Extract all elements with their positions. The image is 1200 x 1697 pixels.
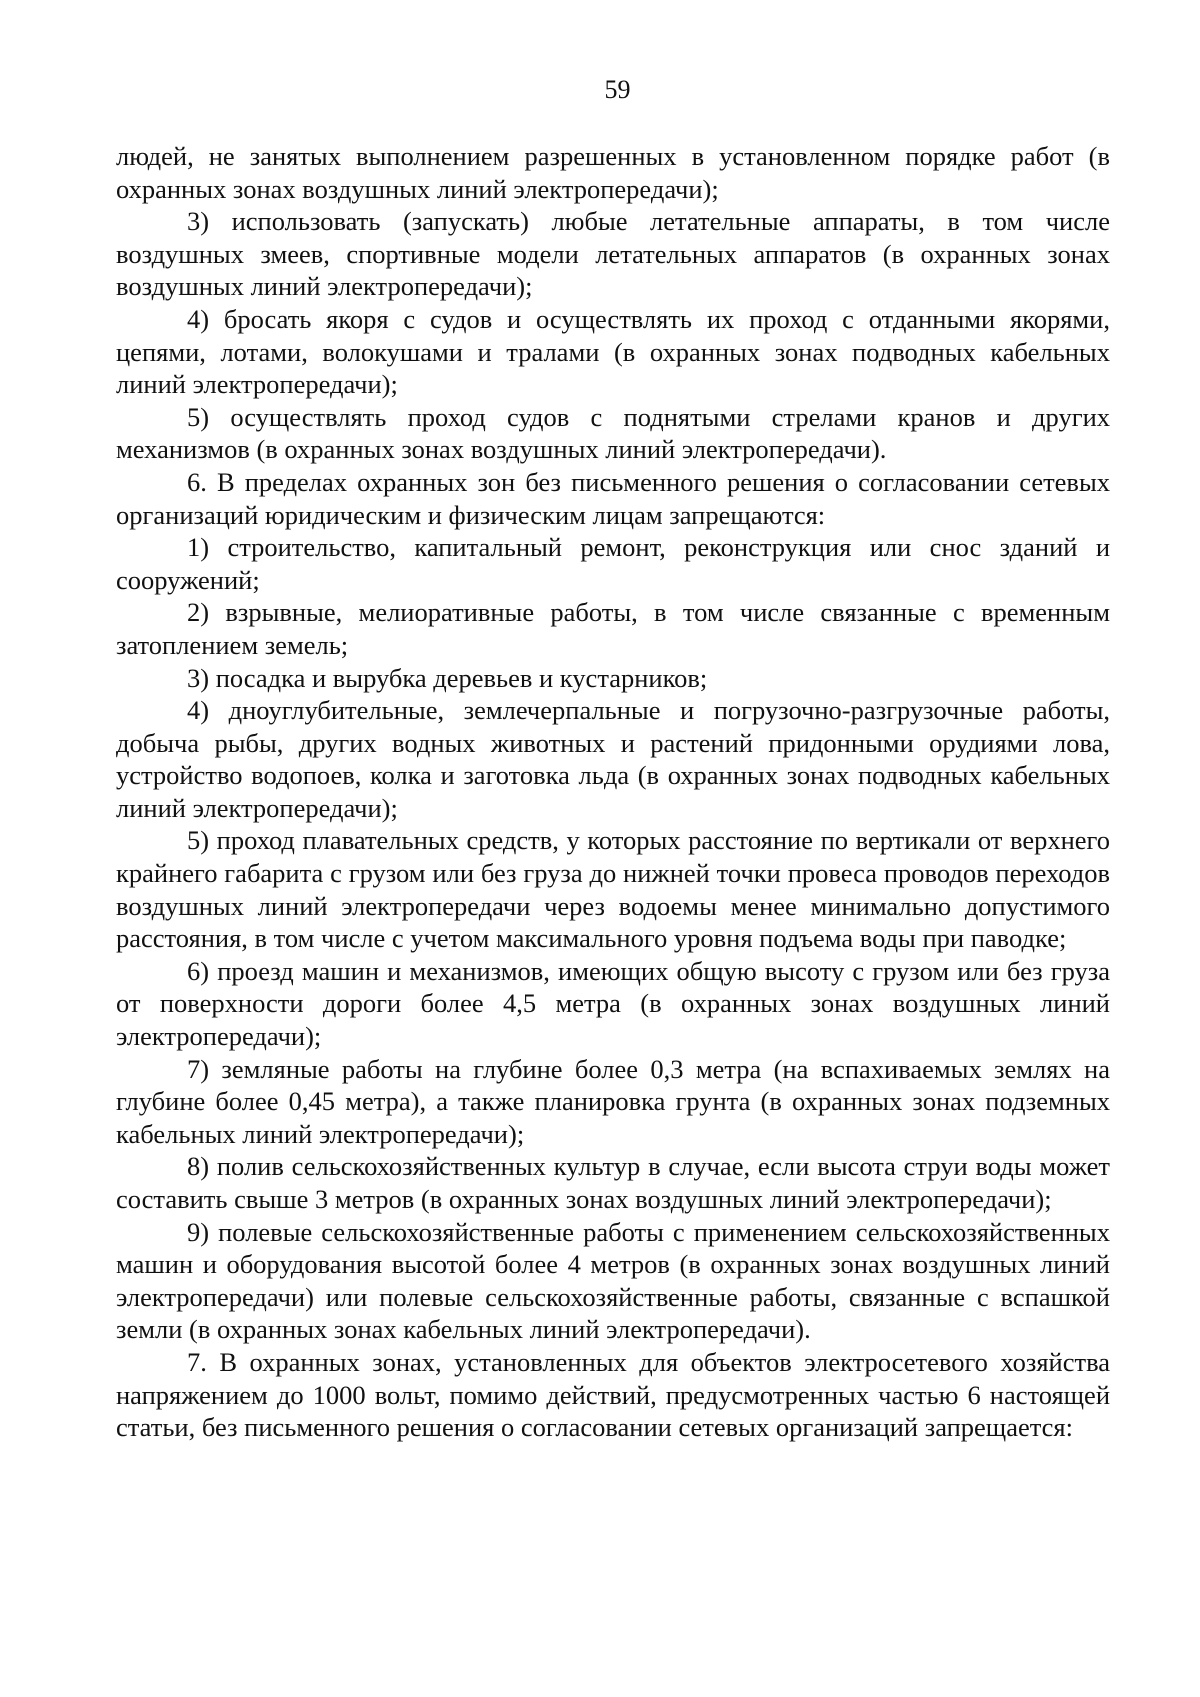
paragraph: 6. В пределах охранных зон без письменного решения о согласовании сетевых организаций юридическим и физическим лицам запрещаются: <box>116 466 1110 530</box>
paragraph: людей, не занятых выполнением разрешенных в установленном порядке работ (в охранных зонах воздушных линий электропередачи); <box>116 141 1110 204</box>
paragraph: 7) земляные работы на глубине более 0,3 метра (на вспахиваемых землях на глубине более 0,45 метра), а также планировка грунта (в охранных зонах подземных кабельных линий электропередачи); <box>116 1053 1110 1149</box>
paragraph: 4) бросать якоря с судов и осуществлять их проход с отданными якорями, цепями, лотами, волокушами и тралами (в охранных зонах подводных кабельных линий электропередачи); <box>116 303 1110 400</box>
paragraph: 1) строительство, капитальный ремонт, реконструкция или снос зданий и сооружений; <box>116 532 1110 595</box>
page-number: 59 <box>604 75 631 104</box>
paragraph: 8) полив сельскохозяйственных культур в случае, если высота струи воды может составить свыше 3 метров (в охранных зонах воздушных линий электропередачи); <box>116 1151 1110 1214</box>
document-body <box>116 140 1110 1444</box>
paragraph: 7. В охранных зонах, установленных для объектов электросетевого хозяйства напряжением до 1000 вольт, помимо действий, предусмотренных частью 6 настоящей статьи, без письменного решения о согласовании сетевых организаций запрещается: <box>116 1346 1110 1443</box>
paragraph: 5) проход плавательных средств, у которых расстояние по вертикали от верхнего крайнего габарита с грузом или без груза до нижней точки провеса проводов переходов воздушных линий электропередачи через водоемы менее минимально допустимого расстояния, в том числе с учетом максимального уровня подъема воды при паводке; <box>116 825 1110 954</box>
paragraph: 4) дноуглубительные, землечерпальные и погрузочно-разгрузочные работы, добыча рыбы, других водных животных и растений придонными орудиями лова, устройство водопоев, колка и заготовка льда (в охранных зонах подводных кабельных линий электропередачи); <box>116 695 1110 823</box>
paragraph: 9) полевые сельскохозяйственные работы с применением сельскохозяйственных машин и оборудования высотой более 4 метров (в охранных зонах воздушных линий электропередачи) или полевые сельскохозяйственные работы, связанные с вспашкой земли (в охранных зонах кабельных линий электропередачи). <box>116 1216 1110 1345</box>
paragraph: 3) использовать (запускать) любые летательные аппараты, в том числе воздушных змеев, спортивные модели летательных аппаратов (в охранных зонах воздушных линий электропередачи); <box>116 206 1110 302</box>
paragraph: 6) проезд машин и механизмов, имеющих общую высоту с грузом или без груза от поверхности дороги более 4,5 метра (в охранных зонах воздушных линий электропередачи); <box>116 955 1110 1052</box>
paragraph: 2) взрывные, мелиоративные работы, в том числе связанные с временным затоплением земель; <box>116 597 1110 660</box>
paragraph: 3) посадка и вырубка деревьев и кустарников; <box>187 662 708 693</box>
paragraph: 5) осуществлять проход судов с поднятыми стрелами кранов и других механизмов (в охранных зонах воздушных линий электропередачи). <box>116 401 1110 465</box>
